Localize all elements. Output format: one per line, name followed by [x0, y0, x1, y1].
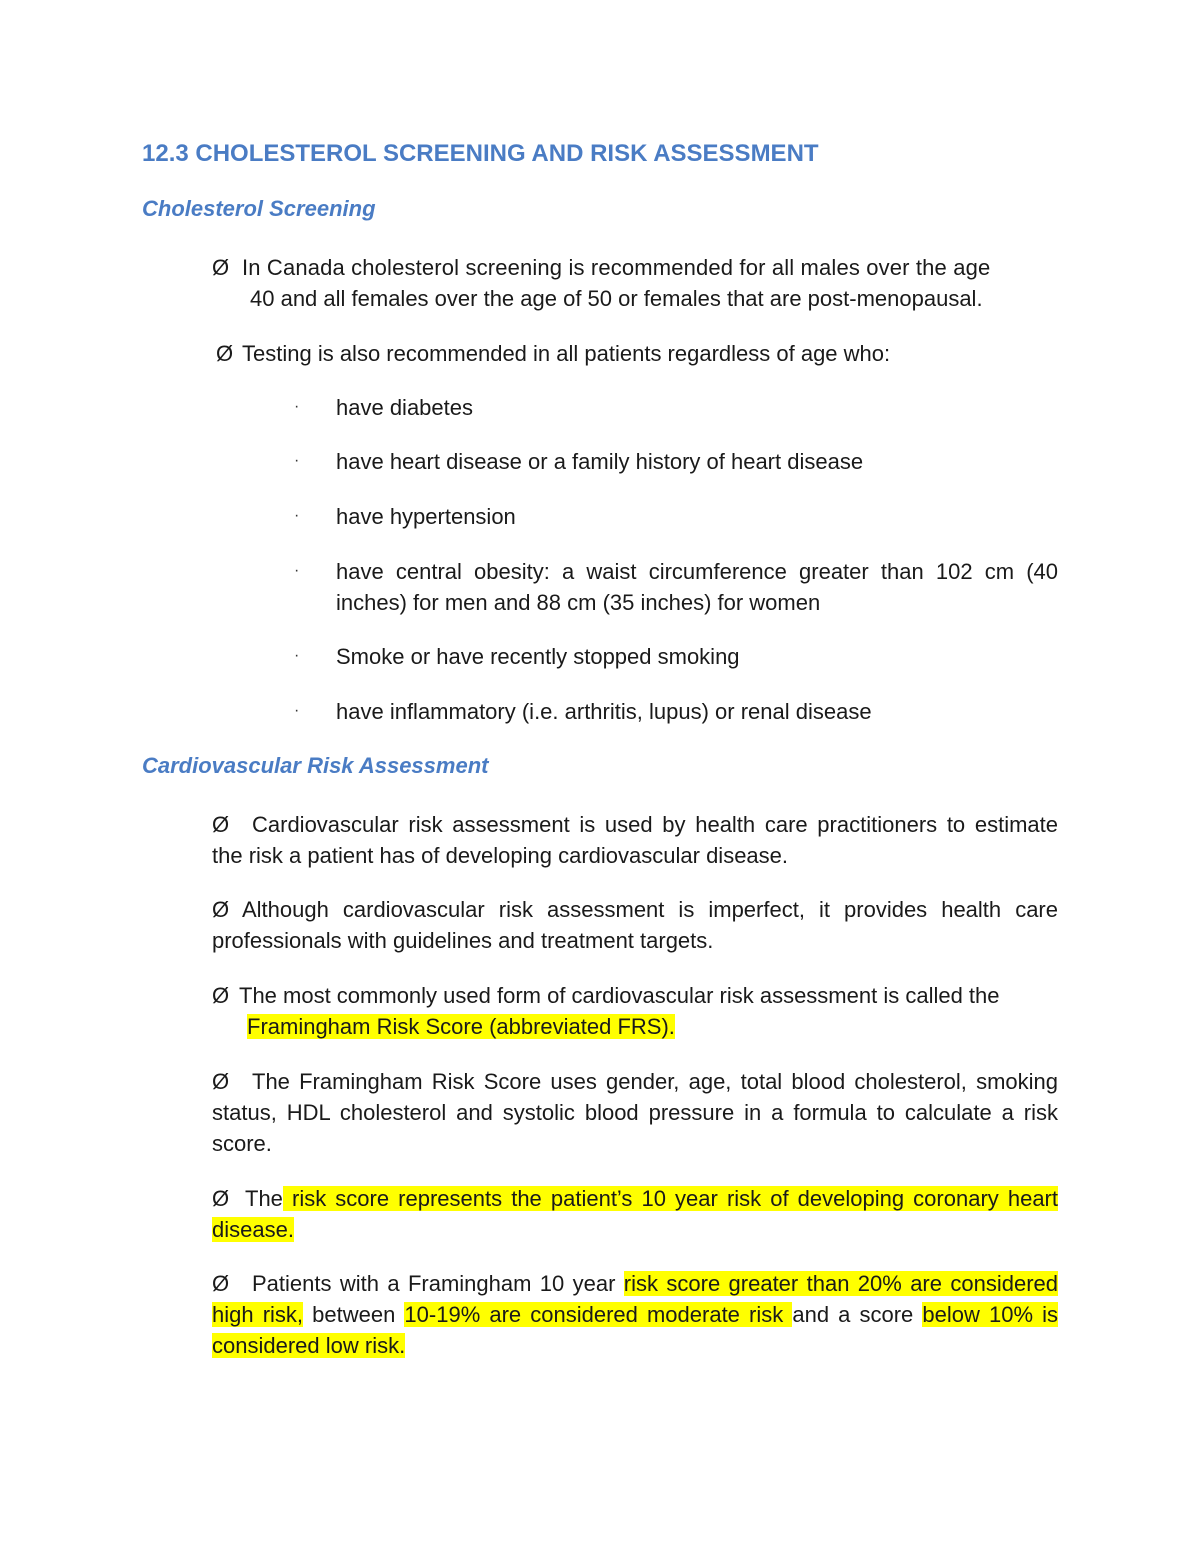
bullet-text: Testing is also recommended in all patients regardless of age who: [242, 341, 891, 366]
list-item-hypertension: have hypertension [336, 504, 516, 529]
screening-recommendation-bullet [212, 252, 1058, 314]
frs-inputs-bullet [212, 1066, 1058, 1159]
risk-score-highlight: risk score represents the patient’s 10 year risk of developing coronary heart disease. [212, 1186, 1058, 1242]
cardiovascular-risk-subheading: Cardiovascular Risk Assessment [142, 753, 489, 778]
list-dot: · [294, 398, 300, 415]
bullet-symbol: Ø [212, 1069, 230, 1094]
bullet-symbol: Ø [212, 1186, 230, 1211]
bullet-text-line1: In Canada cholesterol screening is recommended for all males over the age [242, 255, 991, 280]
list-item-diabetes: have diabetes [336, 395, 473, 420]
bullet-text-line2: 40 and all females over the age of 50 or females that are post-menopausal. [250, 286, 983, 311]
list-dot: · [294, 562, 300, 579]
list-dot: · [294, 507, 300, 524]
bullet-symbol: Ø [212, 255, 230, 280]
bullet-text: Patients with a Framingham 10 year [252, 1271, 624, 1296]
testing-recommendation-bullet [216, 338, 1062, 369]
list-item-smoking: Smoke or have recently stopped smoking [336, 644, 740, 669]
bullet-text: Although cardiovascular risk assessment is imperfect, it provides health care professionals with guidelines and treatment targets. [212, 897, 1058, 953]
bullet-symbol: Ø [212, 1271, 230, 1296]
risk-categories-bullet [212, 1268, 1058, 1361]
frs-bullet [212, 980, 1058, 1042]
bullet-symbol: Ø [212, 897, 230, 922]
list-item-heart-disease: have heart disease or a family history of heart disease [336, 449, 864, 474]
bullet-text: The most commonly used form of cardiovascular risk assessment is called the [239, 983, 1000, 1008]
list-dot: · [294, 647, 300, 664]
bullet-symbol: Ø [212, 812, 230, 837]
bullet-text-and: and a score [792, 1302, 923, 1327]
list-dot: · [294, 452, 300, 469]
cholesterol-screening-subheading: Cholesterol Screening [142, 196, 376, 221]
risk-assessment-definition-bullet [212, 809, 1058, 871]
bullet-text-between: between [303, 1302, 405, 1327]
bullet-symbol: Ø [216, 341, 234, 366]
list-dot: · [294, 702, 300, 719]
risk-assessment-imperfect-bullet [212, 894, 1058, 956]
moderate-risk-highlight: 10-19% are considered moderate risk [404, 1302, 793, 1327]
high-risk-highlight: risk score greater than 20% are considered high risk, [212, 1271, 1058, 1327]
bullet-text: The [245, 1186, 283, 1211]
bullet-symbol: Ø [212, 983, 230, 1008]
risk-score-meaning-bullet [212, 1183, 1058, 1245]
low-risk-highlight: below 10% is considered low risk. [212, 1302, 1058, 1358]
section-heading: 12.3 CHOLESTEROL SCREENING AND RISK ASSESSMENT [142, 140, 819, 167]
bullet-text: Cardiovascular risk assessment is used by health care practitioners to estimate the risk a patient has of developing cardiovascular disease. [212, 812, 1058, 868]
bullet-text: The Framingham Risk Score uses gender, age, total blood cholesterol, smoking status, HDL cholesterol and systolic blood pressure in a formula to calculate a risk score. [212, 1069, 1058, 1156]
frs-highlight: Framingham Risk Score (abbreviated FRS). [247, 1014, 675, 1039]
list-item-inflammatory: have inflammatory (i.e. arthritis, lupus) or renal disease [336, 699, 872, 724]
list-item-central-obesity: have central obesity: a waist circumference greater than 102 cm (40 inches) for men and 88 cm (35 inches) for women [336, 559, 1058, 615]
